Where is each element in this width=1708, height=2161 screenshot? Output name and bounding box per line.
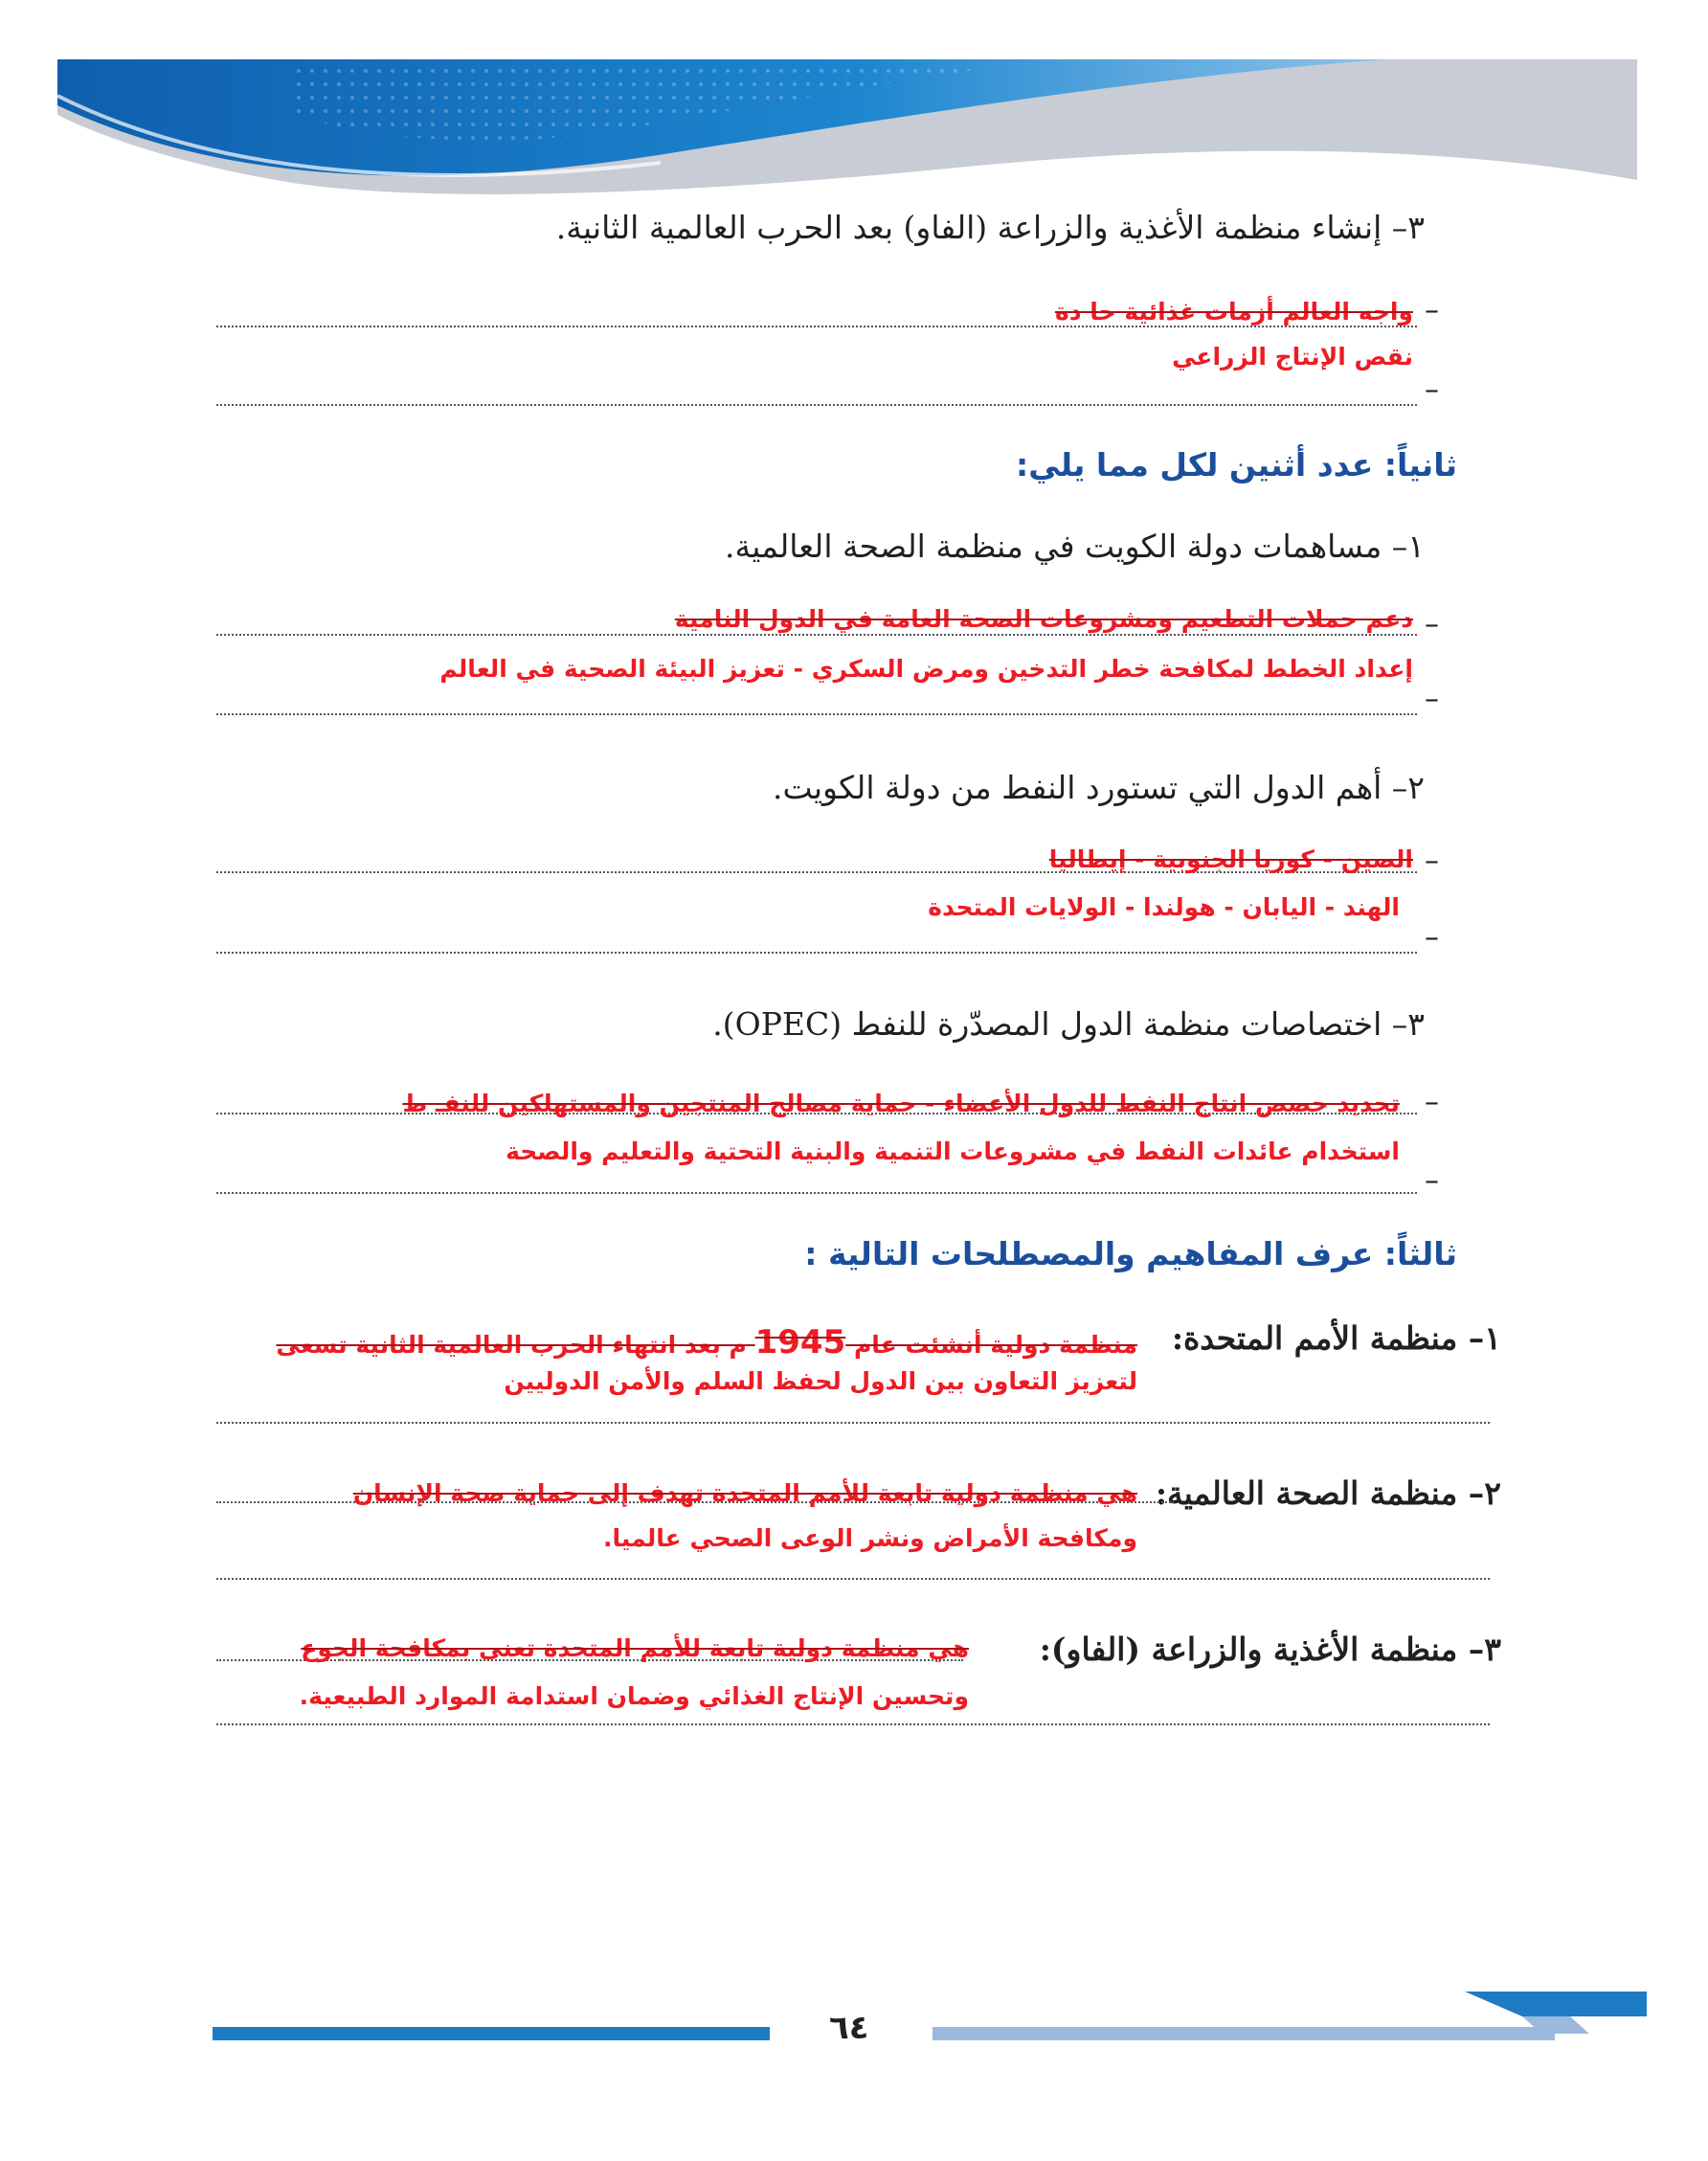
page-number: ٦٤ <box>829 2009 869 2047</box>
answer-dash: – <box>1425 373 1439 407</box>
answer-dash: – <box>1425 1086 1439 1119</box>
answer-text: نقص الإنتاج الزراعي <box>1172 343 1413 371</box>
answer-line <box>216 1422 1490 1424</box>
answer-dash: – <box>1425 294 1439 327</box>
question-opec-functions: ٣– اختصاصات منظمة الدول المصدّرة للنفط (OPEC). <box>712 1005 1425 1043</box>
answer-dash: – <box>1425 921 1439 955</box>
question-oil-importers: ٢– أهم الدول التي تستورد النفط من دولة الكويت. <box>772 769 1425 806</box>
section-heading-second: ثانياً: عدد أثنين لكل مما يلي: <box>1016 446 1457 484</box>
answer-line <box>216 634 1417 636</box>
answer-line <box>216 1192 1417 1194</box>
section-heading-third: ثالثاً: عرف المفاهيم والمصطلحات التالية : <box>804 1235 1457 1272</box>
term-who: ٢– منظمة الصحة العالمية: <box>1155 1474 1501 1512</box>
answer-line <box>216 404 1417 406</box>
answer-dash: – <box>1425 683 1439 716</box>
answer-text: الهند - اليابان - هولندا - الولايات المتحدة <box>928 893 1400 921</box>
definition-part: م بعد انتهاء الحرب العالمية الثانية تسعى <box>276 1331 747 1359</box>
definition-year: 1945 <box>754 1323 846 1362</box>
definition-text: هي منظمة دولية تابعة للأمم المتحدة تعنى بمكافحة الجوع <box>301 1634 969 1662</box>
footer-bar-right <box>933 2027 1555 2040</box>
answer-text: دعم حملات التطعيم ومشروعات الصحة العامة في الدول النامية <box>674 605 1413 633</box>
answer-line <box>216 1578 1490 1580</box>
answer-line <box>216 713 1417 715</box>
answer-text: واجه العالم أزمات غذائية حا دة <box>1054 298 1413 326</box>
question-fao-establishment: ٣– إنشاء منظمة الأغذية والزراعة (الفاو) بعد الحرب العالمية الثانية. <box>555 209 1425 246</box>
header-wave-banner <box>0 0 1708 230</box>
answer-dash: – <box>1425 1164 1439 1198</box>
answer-text: استخدام عائدات النفط في مشروعات التنمية والبنية التحتية والتعليم والصحة <box>506 1137 1400 1165</box>
answer-line <box>216 1723 1490 1725</box>
answer-text: تحديد حصص انتاج النفط للدول الأعضاء - حماية مصالح المنتجين والمستهلكين للنفـ ط <box>402 1090 1400 1117</box>
term-fao: ٣– منظمة الأغذية والزراعة (الفاو): <box>1039 1631 1501 1668</box>
definition-part: منظمة دولية أنشئت عام <box>853 1331 1137 1359</box>
definition-text: وتحسين الإنتاج الغذائي وضمان استدامة الموارد الطبيعية. <box>299 1682 969 1710</box>
term-united-nations: ١– منظمة الأمم المتحدة: <box>1171 1319 1501 1357</box>
answer-dash: – <box>1425 844 1439 878</box>
answer-dash: – <box>1425 608 1439 642</box>
definition-text: هي منظمة دولية تابعة للأمم المتحدة تهدف إلى حماية صحة الإنسان <box>352 1479 1137 1507</box>
question-kuwait-who-contributions: ١– مساهمات دولة الكويت في منظمة الصحة العالمية. <box>725 528 1425 565</box>
definition-text: لتعزيز التعاون بين الدول لحفظ السلم والأمن الدوليين <box>504 1367 1137 1395</box>
definition-text <box>276 1323 1137 1362</box>
footer-corner-tab <box>1465 1992 1647 2036</box>
answer-line <box>216 952 1417 954</box>
definition-text: ومكافحة الأمراض ونشر الوعى الصحي عالميا. <box>603 1524 1137 1552</box>
answer-text: إعداد الخطط لمكافحة خطر التدخين ومرض السكري - تعزيز البيئة الصحية في العالم <box>439 655 1413 683</box>
answer-line <box>216 326 1417 327</box>
footer-bar-left <box>213 2027 770 2040</box>
answer-text: الصين - كوريا الجنوبية - إيطاليا <box>1048 845 1413 873</box>
